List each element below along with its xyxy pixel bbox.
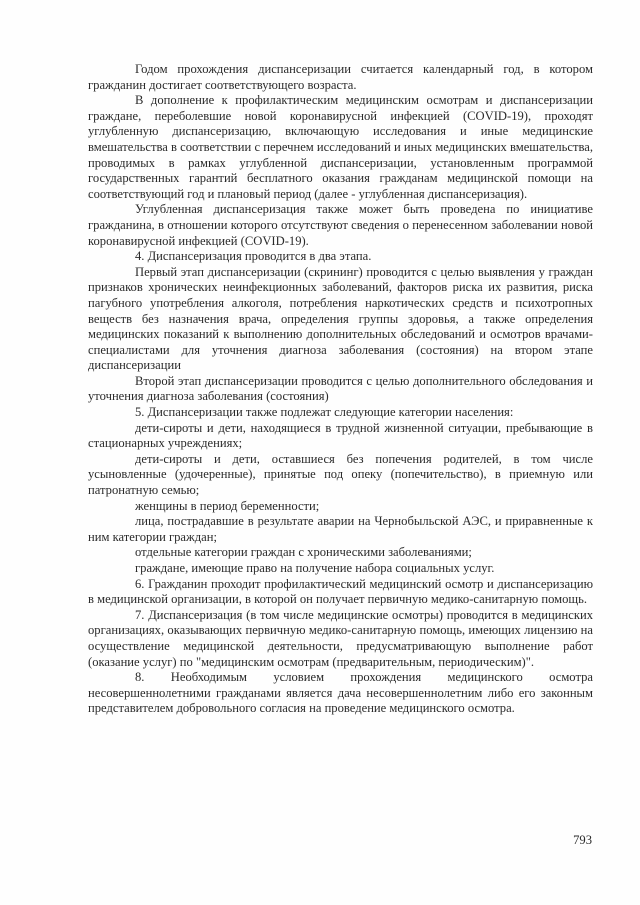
paragraph-initiative-of-citizen: Углубленная диспансеризация также может быть проведена по инициативе гражданина, в отношении которого отсутствуют сведения о перенесенном заболевании новой коронавирусной инфекцией (COVID-19). bbox=[88, 202, 593, 248]
page-number: 793 bbox=[573, 833, 592, 847]
paragraph-item-8: 8. Необходимым условием прохождения медицинского осмотра несовершеннолетними гражданами является дача несовершеннолетним либо его законным представителем добровольного согласия на проведение медицинского осмотра. bbox=[88, 670, 593, 716]
paragraph-second-stage: Второй этап диспансеризации проводится с целью дополнительного обследования и уточнения диагноза заболевания (состояния) bbox=[88, 373, 593, 404]
list-item-chronic-diseases: отдельные категории граждан с хроническими заболеваниями; bbox=[135, 545, 472, 560]
document-body bbox=[88, 62, 593, 717]
paragraph-item-7: 7. Диспансеризация (в том числе медицинские осмотры) проводится в медицинских организациях, оказывающих первичную медико-санитарную помощь, имеющих лицензию на осуществление медицинской деятельности, предусматривающую выполнение работ (оказание услуг) по "медицинским осмотрам (предварительным, периодическим)". bbox=[88, 607, 593, 669]
paragraph-in-depth-dispensarization: В дополнение к профилактическим медицинским осмотрам и диспансеризации граждане, переболевшие новой коронавирусной инфекцией (COVID-19), проходят углубленную диспансеризацию, включающую исследования и иные медицинские вмешательства в соответствии с перечнем исследований и иных медицинских вмешательства, проводимых в рамках углубленной диспансеризации, установленным программой государственных гарантий бесплатного оказания гражданам медицинской помощи на соответствующий год и плановый период (далее - углубленная диспансеризация). bbox=[88, 93, 593, 201]
list-item-orphans-without-care: дети-сироты и дети, оставшиеся без попечения родителей, в том числе усыновленные (удочеренные), принятые под опеку (попечительство), в приемную или патронатную семью; bbox=[88, 451, 593, 498]
paragraph-year-of-dispensarization: Годом прохождения диспансеризации считается календарный год, в котором гражданин достигает соответствующего возраста. bbox=[88, 62, 593, 92]
list-item-social-services: граждане, имеющие право на получение набора социальных услуг. bbox=[135, 561, 495, 575]
list-item-chernobyl-victims: лица, пострадавшие в результате аварии на Чернобыльской АЭС, и приравненные к ним категории граждан; bbox=[88, 514, 593, 544]
paragraph-two-stages: 4. Диспансеризация проводится в два этапа. bbox=[135, 249, 372, 264]
paragraph-categories-intro: 5. Диспансеризации также подлежат следующие категории населения: bbox=[135, 405, 514, 420]
list-item-pregnant-women: женщины в период беременности; bbox=[135, 498, 320, 513]
paragraph-first-stage: Первый этап диспансеризации (скрининг) проводится с целью выявления у граждан признаков хронических неинфекционных заболеваний, факторов риска их развития, риска пагубного употребления алкоголя, потребления наркотических средств и психотропных веществ без назначения врача, определения группы здоровья, а также определения медицинских показаний к выполнению дополнительных обследований и осмотров врачами-специалистами для уточнения диагноза заболевания (состояния) на втором этапе диспансеризации bbox=[88, 264, 593, 373]
paragraph-item-6: 6. Гражданин проходит профилактический медицинский осмотр и диспансеризацию в медицинской организации, в которой он получает первичную медико-санитарную помощь. bbox=[88, 576, 593, 607]
list-item-orphans-difficult-situation: дети-сироты и дети, находящиеся в трудной жизненной ситуации, пребывающие в стационарных учреждениях; bbox=[88, 420, 593, 451]
